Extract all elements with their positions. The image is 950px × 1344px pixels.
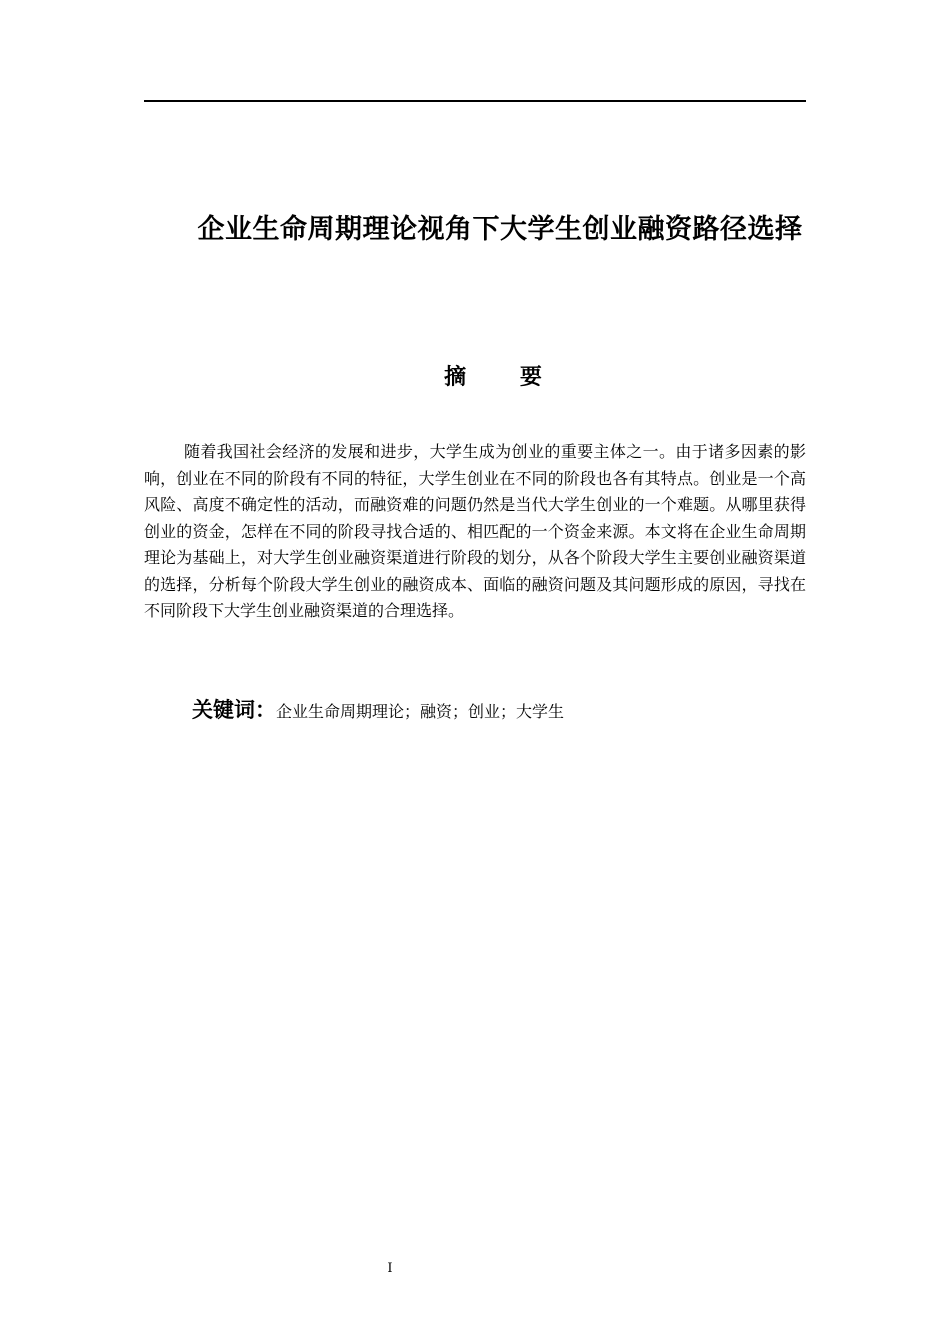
- keywords-value: 企业生命周期理论；融资；创业；大学生: [276, 702, 565, 721]
- header-rule: [144, 100, 806, 102]
- keywords-line: [192, 694, 806, 728]
- abstract-heading: 摘 要: [444, 365, 556, 390]
- page-number: I: [387, 1261, 393, 1276]
- document-title: 企业生命周期理论视角下大学生创业融资路径选择: [197, 214, 803, 245]
- keywords-label: 关键词：: [192, 698, 276, 722]
- abstract-body: 随着我国社会经济的发展和进步，大学生成为创业的重要主体之一。由于诸多因素的影响，创业在不同的阶段有不同的特征，大学生创业在不同的阶段也各有其特点。创业是一个高风险、高度不确定性的活动，而融资难的问题仍然是当代大学生创业的一个难题。从哪里获得创业的资金，怎样在不同的阶段寻找合适的、相匹配的一个资金来源。本文将在企业生命周期理论为基础上，对大学生创业融资渠道进行阶段的划分，从各个阶段大学生主要创业融资渠道的选择，分析每个阶段大学生创业的融资成本、面临的融资问题及其问题形成的原因，寻找在不同阶段下大学生创业融资渠道的合理选择。: [144, 442, 806, 620]
